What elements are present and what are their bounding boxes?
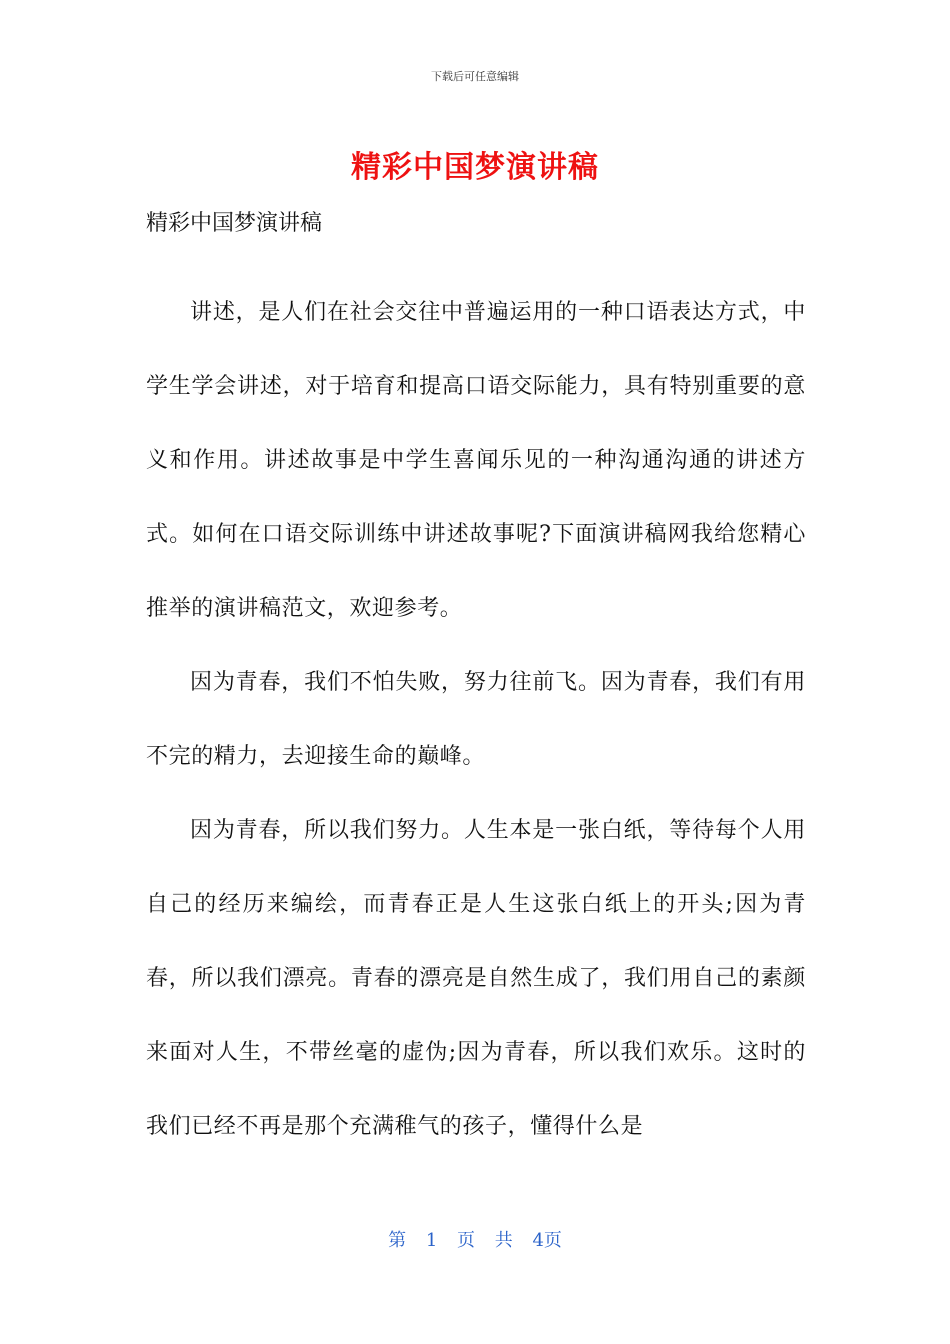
paragraph: 讲述，是人们在社会交往中普遍运用的一种口语表达方式，中学生学会讲述，对于培育和提高口语交际能力，具有特别重要的意义和作用。讲述故事是中学生喜闻乐见的一种沟通沟通的讲述方式。如何在口语交际训练中讲述故事呢?下面演讲稿网我给您精心推举的演讲稿范文，欢迎参考。 xyxy=(146,300,806,621)
footer-page-label: 第 xyxy=(388,1230,407,1251)
paragraph: 因为青春，所以我们努力。人生本是一张白纸，等待每个人用自己的经历来编绘，而青春正是人生这张白纸上的开头;因为青春，所以我们漂亮。青春的漂亮是自然生成了，我们用自己的素颜来面对人生，不带丝毫的虚伪;因为青春，所以我们欢乐。这时的我们已经不再是那个充满稚气的孩子，懂得什么是 xyxy=(146,818,806,1139)
footer-total-pages: 4页 xyxy=(532,1230,562,1251)
footer-page-unit: 页 xyxy=(457,1230,475,1251)
header-note: 下载后可任意编辑 xyxy=(431,70,519,83)
footer-page-number: 1 xyxy=(425,1230,438,1251)
document-title: 精彩中国梦演讲稿 xyxy=(351,150,599,185)
footer-total-label: 共 xyxy=(494,1230,513,1251)
paragraph: 因为青春，我们不怕失败，努力往前飞。因为青春，我们有用不完的精力，去迎接生命的巅峰。 xyxy=(146,670,806,769)
document-subtitle: 精彩中国梦演讲稿 xyxy=(146,211,323,236)
page-footer xyxy=(0,1226,950,1252)
document-body xyxy=(146,276,806,1164)
